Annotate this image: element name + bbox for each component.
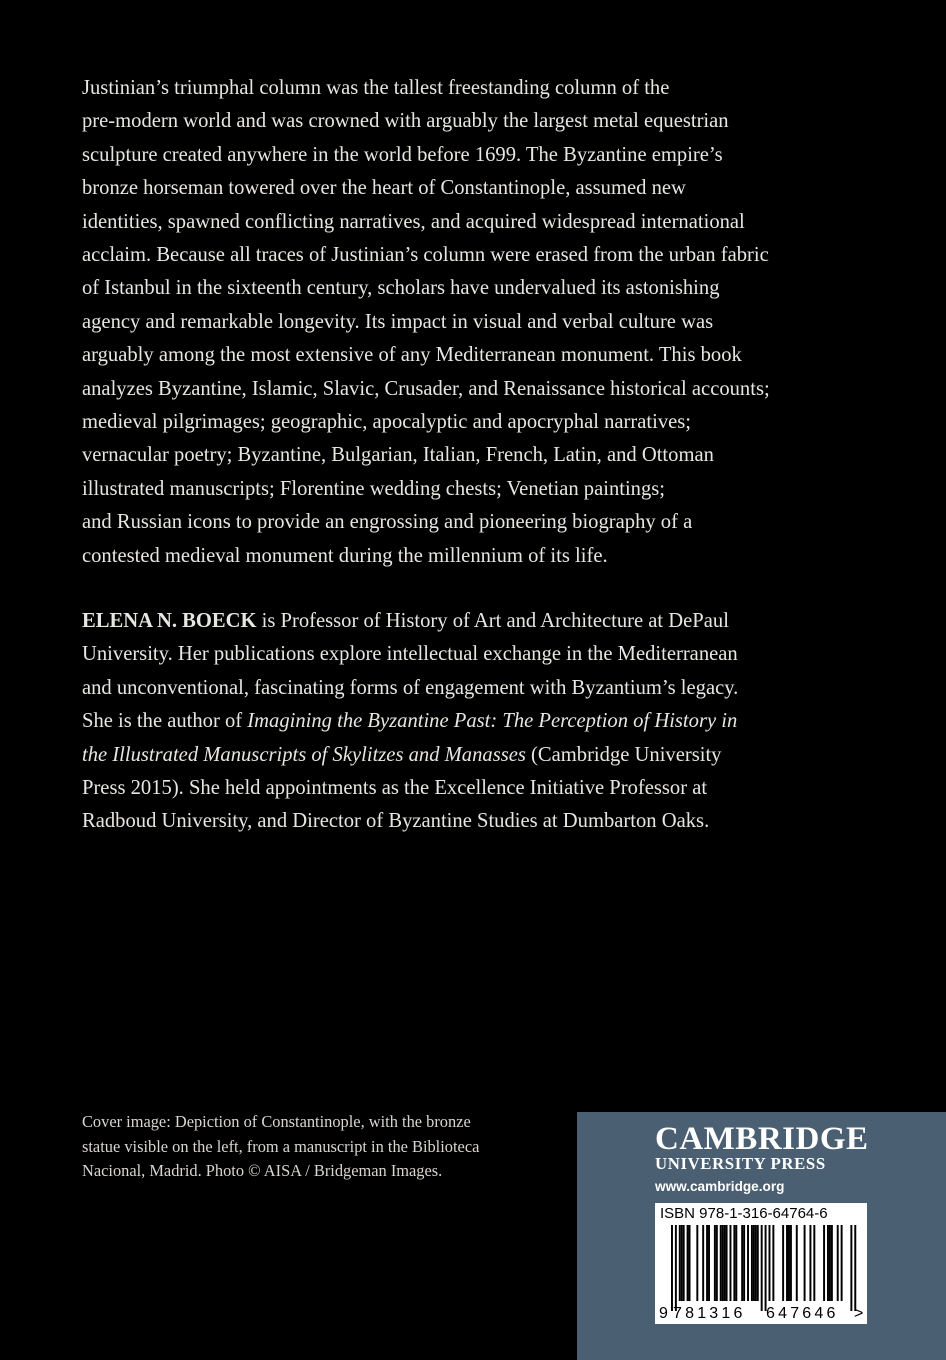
barcode-bar xyxy=(722,1225,724,1301)
book-title: the Illustrated Manuscripts of Skylitzes and Manasses xyxy=(82,743,526,766)
barcode-bar xyxy=(755,1225,757,1301)
barcode-bar xyxy=(827,1225,829,1301)
book-title: Imagining the Byzantine Past: The Perception of History in xyxy=(247,710,738,733)
barcode-bar xyxy=(708,1225,710,1301)
publisher-logo-name: CAMBRIDGE xyxy=(655,1121,869,1157)
barcode-bar xyxy=(790,1225,792,1301)
barcode-bar xyxy=(681,1225,683,1301)
barcode-bar xyxy=(687,1225,689,1301)
description-line: pre-modern world and was crowned with arguably the largest metal equestrian xyxy=(82,110,729,133)
publisher-panel xyxy=(577,1112,946,1360)
barcode-bar xyxy=(809,1225,811,1301)
description-line: analyzes Byzantine, Islamic, Slavic, Crusader, and Renaissance historical accounts; xyxy=(82,377,770,400)
bio-text: University. Her publications explore intellectual exchange in the Mediterranean xyxy=(82,643,738,666)
barcode-bar xyxy=(765,1225,767,1311)
barcode-bar xyxy=(753,1225,755,1301)
barcode-bar xyxy=(679,1225,681,1301)
barcode-bar xyxy=(804,1225,806,1301)
barcode-bar xyxy=(743,1225,745,1301)
barcode-bar xyxy=(782,1225,784,1301)
author-bio xyxy=(82,605,852,839)
bio-text: is Professor of History of Art and Architecture at DePaul xyxy=(256,610,729,632)
barcode-bar xyxy=(772,1225,774,1301)
barcode-bar xyxy=(675,1225,677,1311)
barcode-bar xyxy=(757,1225,759,1301)
barcode-digits-right: 647646 xyxy=(766,1305,839,1322)
barcode-digits-left: 781316 xyxy=(673,1305,746,1322)
barcode-bar xyxy=(761,1225,763,1311)
description-line: medieval pilgrimages; geographic, apocalyptic and apocryphal narratives; xyxy=(82,411,691,434)
author-name: ELENA N. BOECK xyxy=(82,610,257,632)
barcode-bar xyxy=(733,1225,735,1301)
barcode-bar xyxy=(730,1225,732,1301)
description-line: Justinian’s triumphal column was the tallest freestanding column of the xyxy=(82,77,670,99)
credit-line: Cover image: Depiction of Constantinople, with the bronze xyxy=(82,1112,471,1131)
barcode-bar xyxy=(724,1225,726,1301)
bio-text: Radboud University, and Director of Byzantine Studies at Dumbarton Oaks. xyxy=(82,810,710,833)
bio-text: She is the author of xyxy=(82,710,248,733)
bio-text: Press 2015). She held appointments as the Excellence Initiative Professor at xyxy=(82,777,708,800)
barcode-bar xyxy=(689,1225,691,1301)
description-line: agency and remarkable longevity. Its impact in visual and verbal culture was xyxy=(82,310,714,333)
bio-text: (Cambridge University xyxy=(525,743,722,766)
barcode-bar xyxy=(813,1225,815,1301)
description-line: acclaim. Because all traces of Justinian’s column were erased from the urban fabric xyxy=(82,244,769,267)
barcode-bar xyxy=(747,1225,749,1301)
barcode-quiet-zone-marker: > xyxy=(854,1305,864,1322)
cover-image-credit xyxy=(82,1110,552,1184)
description-line: and Russian icons to provide an engrossing and pioneering biography of a xyxy=(82,511,693,534)
bio-text: and unconventional, fascinating forms of engagement with Byzantium’s legacy. xyxy=(82,676,739,699)
credit-line: Nacional, Madrid. Photo © AISA / Bridgeman Images. xyxy=(82,1161,443,1180)
barcode-digit-first: 9 xyxy=(659,1305,668,1322)
barcode-bar xyxy=(720,1225,722,1301)
barcode-bar xyxy=(706,1225,708,1301)
barcode-bar xyxy=(854,1225,856,1311)
barcode-bar xyxy=(716,1225,718,1301)
barcode-bars xyxy=(655,1203,867,1324)
publisher-url: www.cambridge.org xyxy=(655,1179,785,1194)
barcode-bar xyxy=(714,1225,716,1301)
description-line: arguably among the most extensive of any Mediterranean monument. This book xyxy=(82,344,742,367)
description-line: identities, spawned conflicting narratives, and acquired widespread international xyxy=(82,210,745,233)
description-line: sculpture created anywhere in the world before 1699. The Byzantine empire’s xyxy=(82,143,723,166)
barcode-bar xyxy=(751,1225,753,1301)
isbn-label: ISBN 978-1-316-64764-6 xyxy=(660,1205,828,1222)
description-line: of Istanbul in the sixteenth century, scholars have undervalued its astonishing xyxy=(82,277,720,300)
isbn-barcode xyxy=(655,1203,867,1324)
credit-line: statue visible on the left, from a manuscript in the Biblioteca xyxy=(82,1136,480,1156)
barcode-bar xyxy=(796,1225,798,1301)
barcode-bar xyxy=(702,1225,704,1301)
description-line: contested medieval monument during the millennium of its life. xyxy=(82,544,608,567)
barcode-bar xyxy=(683,1225,685,1301)
barcode-bar xyxy=(788,1225,790,1301)
description-line: vernacular poetry; Byzantine, Bulgarian, Italian, French, Latin, and Ottoman xyxy=(82,444,714,467)
description-line: illustrated manuscripts; Florentine wedding chests; Venetian paintings; xyxy=(82,477,666,500)
barcode-bar xyxy=(829,1225,831,1301)
barcode-bar xyxy=(850,1225,852,1311)
book-description xyxy=(82,72,852,573)
barcode-bar xyxy=(769,1225,771,1301)
barcode-bar xyxy=(786,1225,788,1301)
barcode-bar xyxy=(726,1225,728,1301)
description-line: bronze horseman towered over the heart of Constantinople, assumed new xyxy=(82,177,686,200)
barcode-bar xyxy=(837,1225,839,1301)
barcode-bar xyxy=(741,1225,743,1301)
publisher-logo-press: UNIVERSITY PRESS xyxy=(655,1154,826,1173)
barcode-bar xyxy=(823,1225,825,1301)
barcode-bar xyxy=(831,1225,833,1301)
barcode-bar xyxy=(841,1225,843,1301)
barcode-bar xyxy=(671,1225,673,1311)
barcode-bar xyxy=(696,1225,698,1301)
barcode-bar xyxy=(735,1225,737,1301)
